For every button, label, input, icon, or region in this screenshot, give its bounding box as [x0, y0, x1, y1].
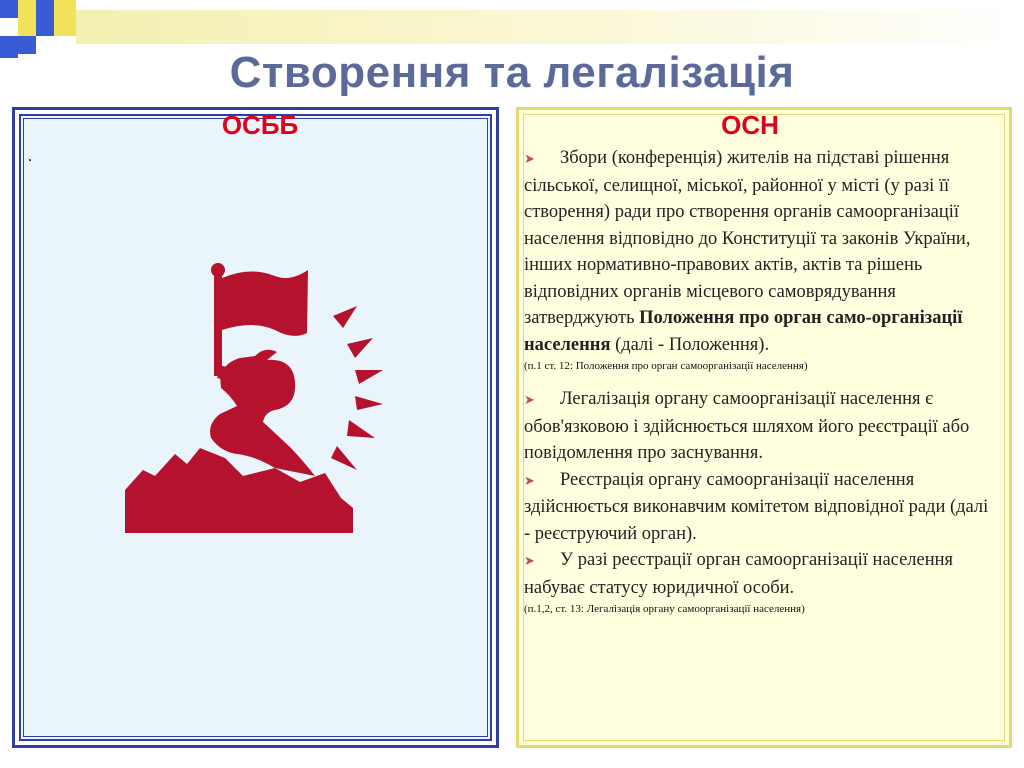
paragraph-3	[524, 467, 994, 548]
climber-with-flag-emblem	[125, 258, 395, 533]
note-1: (п.1 ст. 12: Положення про орган самоорганізації населення)	[524, 360, 808, 372]
top-bar	[76, 10, 1024, 44]
paragraph-1-bold: Положення про орган само-організації населення	[524, 308, 963, 355]
arrowhead-bullet-icon: ➤	[524, 472, 535, 488]
left-dot: .	[28, 148, 32, 165]
paragraph-4-text: У разі реєстрації орган самоорганізації населення набуває статусу юридичної особи.	[524, 550, 954, 598]
arrowhead-bullet-icon: ➤	[524, 151, 535, 166]
paragraph-4	[524, 547, 994, 601]
paragraph-3-text: Реєстрація органу самоорганізації населення здійснюється виконавчим комітетом відповідної ради (далі - реєструючий орган).	[524, 469, 989, 544]
right-content	[524, 145, 994, 617]
paragraph-2-text: Легалізація органу самоорганізації населення є обов'язковою і здійснюється шляхом його реєстрації або повідомлення про заснування.	[524, 389, 970, 463]
paragraph-1	[524, 145, 994, 358]
arrowhead-bullet-icon: ➤	[524, 553, 535, 568]
arrowhead-bullet-icon: ➤	[524, 392, 535, 407]
right-heading: ОСН	[721, 110, 779, 140]
note-2: (п.1,2, ст. 13: Легалізація органу самоорганізації населення)	[524, 603, 805, 615]
paragraph-1-text: Збори (конференція) жителів на підставі рішення сільської, селищної, міської, районної у місті (у разі її створення) ради про створення органів самоорганізації населення відповідно до Конституції та законів України, інших нормативно-правових актів, актів та рішень відповідних органів місцевого самоврядування затверджують	[524, 148, 971, 328]
paragraph-1-tail: (далі - Положення).	[610, 334, 770, 355]
paragraph-2	[524, 386, 994, 467]
left-heading: ОСББ	[221, 110, 299, 140]
page-title: Створення та легалізація	[229, 48, 795, 97]
